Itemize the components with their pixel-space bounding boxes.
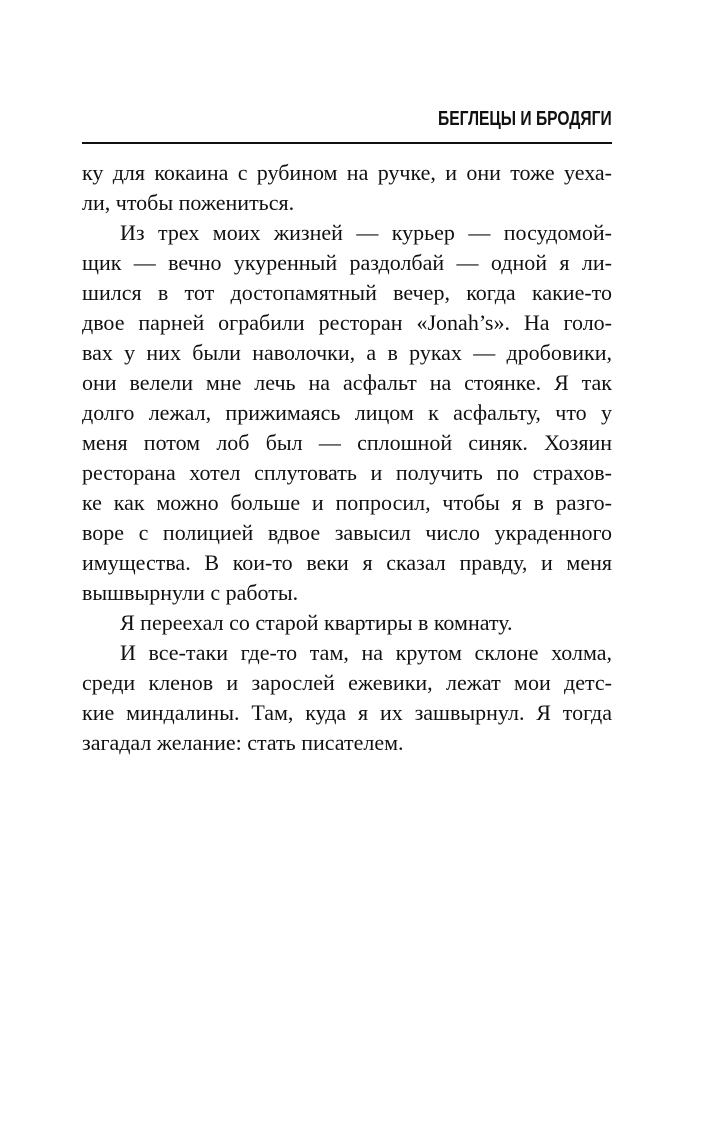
text-line: щик — вечно укуренный раздолбай — одной я ли- <box>82 250 612 275</box>
text-line: кие миндалины. Там, куда я их зашвырнул. Я тогда <box>82 700 612 725</box>
text-line: Из трех моих жизней — курьер — посудомой- <box>120 220 612 245</box>
text-line: имущества. В кои-то веки я сказал правду, и меня <box>82 550 612 575</box>
text-line: загадал желание: стать писателем. <box>82 730 404 755</box>
text-line: ресторана хотел сплутовать и получить по страхов- <box>82 460 612 485</box>
text-line: среди кленов и зарослей ежевики, лежат мои детс- <box>82 670 612 695</box>
text-line: ке как можно больше и попросил, чтобы я в разго- <box>82 490 612 515</box>
text-line: двое парней ограбили ресторан «Jonah’s». На голо- <box>82 310 612 335</box>
text-line: шился в тот достопамятный вечер, когда какие-то <box>82 280 612 305</box>
text-line: долго лежал, прижимаясь лицом к асфальту, что у <box>82 400 612 425</box>
text-line: вах у них были наволочки, а в руках — дробовики, <box>82 340 612 365</box>
body-text <box>82 158 612 758</box>
text-line: ку для кокаина с рубином на ручке, и они тоже уеха- <box>82 160 612 185</box>
running-header <box>82 98 612 144</box>
text-line: меня потом лоб был — сплошной синяк. Хозяин <box>82 430 612 455</box>
text-line: они велели мне лечь на асфальт на стоянке. Я так <box>82 370 612 395</box>
text-line: воре с полицией вдвое завысил число украденного <box>82 520 612 545</box>
running-title: БЕГЛЕЦЫ И БРОДЯГИ <box>438 108 612 130</box>
text-line: ли, чтобы пожениться. <box>82 190 295 215</box>
text-line: Я переехал со старой квартиры в комнату. <box>120 610 513 635</box>
text-line: вышвырнули с работы. <box>82 580 299 605</box>
text-line: И все-таки где-то там, на крутом склоне холма, <box>120 640 612 665</box>
